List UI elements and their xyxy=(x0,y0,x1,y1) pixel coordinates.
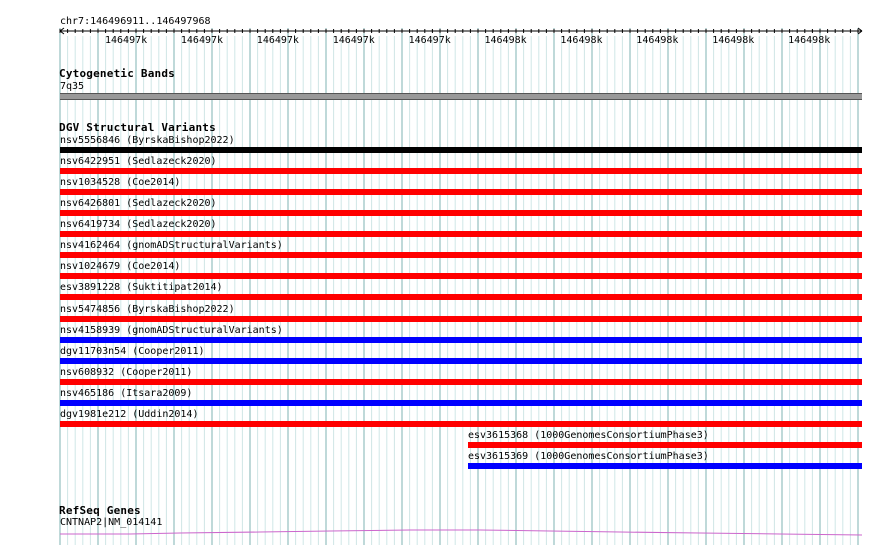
variant-bar[interactable] xyxy=(468,463,862,469)
ruler-tick-label: 146497k xyxy=(408,35,451,46)
variant-bar[interactable] xyxy=(60,379,862,385)
variant-label: esv3615369 (1000GenomesConsortiumPhase3) xyxy=(467,451,709,463)
variant-bar[interactable] xyxy=(60,337,862,343)
variant-label: nsv6426801 (Sedlazeck2020) xyxy=(60,198,217,210)
gene-label: CNTNAP2|NM_014141 xyxy=(60,517,163,528)
variant-label: nsv5556846 (ByrskaBishop2022) xyxy=(60,135,235,146)
variant-bar[interactable] xyxy=(60,294,862,300)
gene-feature[interactable] xyxy=(0,526,890,540)
ruler-tick-label: 146497k xyxy=(180,35,224,46)
ruler-tick-label: 146498k xyxy=(636,35,679,46)
variant-bar[interactable] xyxy=(60,189,862,195)
ruler-tick-label: 146498k xyxy=(788,35,831,46)
dgv-track-title: DGV Structural Variants xyxy=(59,121,216,134)
ruler-tick-label: 146497k xyxy=(256,35,299,46)
variant-bar[interactable] xyxy=(60,147,862,153)
variant-label: nsv1034528 (Coe2014) xyxy=(60,177,181,189)
variant-label: dgv11703n54 (Cooper2011) xyxy=(60,345,205,357)
ruler-tick-label: 146498k xyxy=(712,35,755,46)
ruler-tick-label: 146497k xyxy=(105,35,148,46)
variant-bar[interactable] xyxy=(60,210,862,216)
variant-bar[interactable] xyxy=(60,273,862,279)
cytoband-track-title: Cytogenetic Bands xyxy=(59,67,175,80)
region-label: chr7:146496911..146497968 xyxy=(60,16,211,27)
variant-label: nsv4158939 (gnomADStructuralVariants) xyxy=(60,324,283,336)
variant-bar[interactable] xyxy=(60,316,862,322)
variant-label: nsv465186 (Itsara2009) xyxy=(60,387,193,399)
cytoband-bar[interactable] xyxy=(60,93,862,100)
ruler-tick-label: 146498k xyxy=(484,35,527,46)
variant-bar[interactable] xyxy=(60,400,862,406)
variant-label: nsv6419734 (Sedlazeck2020) xyxy=(60,219,217,231)
refseq-track-title: RefSeq Genes xyxy=(59,504,141,517)
variant-label: nsv608932 (Cooper2011) xyxy=(60,366,193,378)
variant-bar[interactable] xyxy=(60,168,862,174)
ruler-tick-label: 146498k xyxy=(560,35,603,46)
variant-label: nsv6422951 (Sedlazeck2020) xyxy=(60,156,217,168)
variant-label: nsv4162464 (gnomADStructuralVariants) xyxy=(60,240,283,252)
variant-label: nsv5474856 (ByrskaBishop2022) xyxy=(60,303,235,315)
variant-bar[interactable] xyxy=(60,421,862,427)
variant-bar[interactable] xyxy=(468,442,862,448)
variant-bar[interactable] xyxy=(60,231,862,237)
gene-intron-line xyxy=(60,530,862,535)
ruler-tick-label: 146497k xyxy=(332,35,375,46)
variant-label: nsv1024679 (Coe2014) xyxy=(60,261,181,273)
variant-label: esv3615368 (1000GenomesConsortiumPhase3) xyxy=(467,429,709,441)
cytoband-label: 7q35 xyxy=(60,81,85,92)
variant-bar[interactable] xyxy=(60,358,862,364)
variant-label: esv3891228 (Suktitipat2014) xyxy=(60,282,223,294)
variant-bar[interactable] xyxy=(60,252,862,258)
variant-label: dgv1981e212 (Uddin2014) xyxy=(60,408,199,420)
